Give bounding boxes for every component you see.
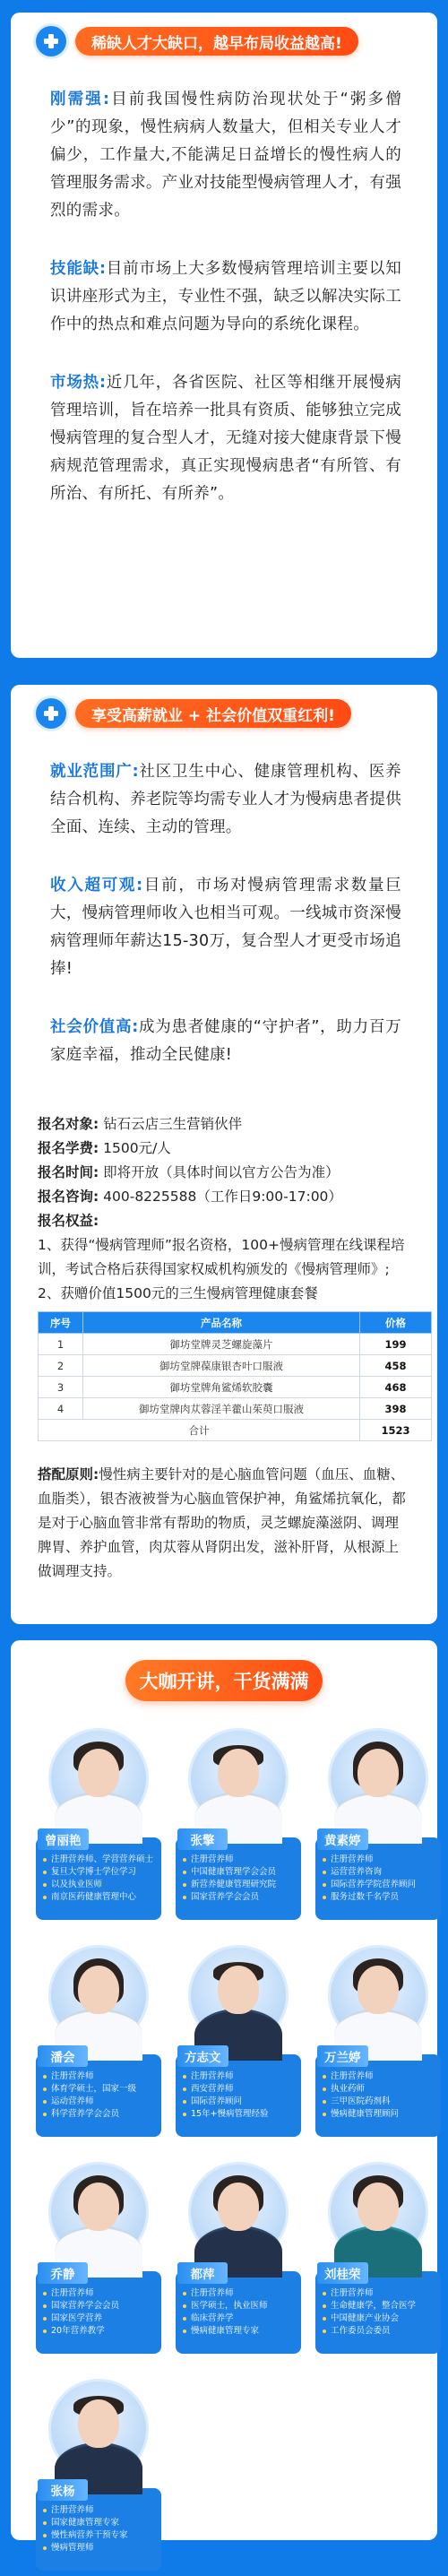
expert-bio: 注册营养师 生命健康学，整合医学 中国健康产业协会 工作委员会委员 <box>315 2271 441 2354</box>
paragraph-skills <box>11 255 437 339</box>
expert-card <box>176 2162 301 2359</box>
paragraph-demand <box>11 86 437 225</box>
expert-name: 都萍 <box>177 2262 228 2284</box>
paragraph-market <box>11 369 437 508</box>
expert-card <box>315 2162 441 2359</box>
expert-card <box>36 1728 161 1925</box>
expert-portrait <box>188 1728 289 1828</box>
expert-name: 潘会 <box>38 2045 88 2067</box>
expert-name: 曾丽艳 <box>38 1828 89 1850</box>
paragraph-text: 近几年，各省医院、社区等相继开展慢病管理培训，旨在培养一批具有资质、能够独立完成慢病管理的复合型人才，无缝对接大健康背景下慢病规范管理需求，真正实现慢病患者“有所管、有所治、有所托、有所养”。 <box>50 374 401 503</box>
cell-price: 458 <box>360 1355 432 1377</box>
expert-bio: 注册营养师 医学硕士，执业医师 临床营养学 慢病健康管理专家 <box>176 2271 301 2354</box>
expert-portrait <box>328 1945 428 2045</box>
table-header-row <box>39 1312 432 1334</box>
benefit-item: 2、获赠价值1500元的三生慢病管理健康套餐 <box>38 1285 318 1301</box>
expert-portrait <box>48 2379 149 2479</box>
paragraph-income <box>11 872 437 983</box>
expert-portrait <box>328 2162 428 2262</box>
section-experts <box>11 1640 437 2553</box>
principle-label: 搭配原则: <box>38 1466 99 1482</box>
table-total-row <box>39 1420 432 1441</box>
cell-product: 御坊堂牌葆康银杏叶口服液 <box>83 1355 360 1377</box>
paragraph-text: 目前，市场对慢病管理需求数量巨大，慢病管理师收入也相当可观。一线城市资深慢病管理师年薪达15-30万，复合型人才更受市场追捧! <box>50 877 401 978</box>
column-header: 价格 <box>360 1312 432 1334</box>
expert-name: 刘桂荣 <box>317 2262 368 2284</box>
package-table <box>38 1311 432 1441</box>
expert-bio: 注册营养师 运营营养咨询 国际营养学院营养顾问 服务过数千名学员 <box>315 1837 441 1920</box>
cell-index: 3 <box>39 1377 83 1398</box>
expert-card <box>176 1945 301 2142</box>
paragraph-text: 社区卫生中心、健康管理机构、医养结合机构、养老院等均需专业人才为慢病患者提供全面、连续、主动的管理。 <box>50 763 401 836</box>
paragraph-text: 成为患者健康的“守护者”，助力百万家庭幸福，推动全民健康! <box>50 1018 401 1064</box>
expert-bio: 注册营养师 执业药师 三甲医院药剂科 慢病健康管理顾问 <box>315 2054 441 2137</box>
info-contact: 报名咨询: 400-8225588（工作日9:00-17:00） <box>38 1189 342 1205</box>
table-row <box>39 1355 432 1377</box>
expert-bio: 注册营养师 国家营养学会会员 国家医学营养 20年营养教学 <box>36 2271 161 2354</box>
expert-card <box>36 2379 161 2576</box>
cell-price: 398 <box>360 1398 432 1420</box>
keyword: 刚需强: <box>50 91 110 108</box>
info-target: 报名对象: 钻石云店三生营销伙伴 <box>38 1116 243 1132</box>
paragraph-social-value <box>11 1014 437 1069</box>
expert-bio: 注册营养师 国家健康管理专家 慢性病营养干预专家 慢病管理师 <box>36 2488 161 2571</box>
table-row <box>39 1334 432 1355</box>
expert-card <box>36 2162 161 2359</box>
experts-title: 大咖开讲，干货满满 <box>125 1660 323 1701</box>
expert-card <box>315 1728 441 1925</box>
expert-card <box>176 1728 301 1925</box>
expert-bio: 注册营养师、学营营养硕士 复旦大学博士学位学习 以及执业医师 南京医药健康管理中心 <box>36 1837 161 1920</box>
expert-name: 黄素婷 <box>317 1828 368 1850</box>
keyword: 社会价值高: <box>50 1018 139 1036</box>
expert-portrait <box>188 2162 289 2262</box>
cell-product: 御坊堂牌角鲨烯软胶囊 <box>83 1377 360 1398</box>
expert-bio: 注册营养师 体育学硕士，国家一级 运动营养师 科学营养学会会员 <box>36 2054 161 2137</box>
cell-product: 御坊堂牌肉苁蓉淫羊藿山茱萸口服液 <box>83 1398 360 1420</box>
keyword: 就业范围广: <box>50 763 139 781</box>
expert-portrait <box>188 1945 289 2045</box>
expert-name: 张杨 <box>38 2479 88 2501</box>
table-row <box>39 1377 432 1398</box>
section-title: 享受高薪就业 + 社会价值双重红利! <box>75 699 351 728</box>
paragraph-text: 目前市场上大多数慢病管理培训主要以知识讲座形式为主，专业性不强，缺乏以解决实际工作中的热点和难点问题为导向的系统化课程。 <box>50 260 401 333</box>
section-banner <box>11 685 437 742</box>
cell-index: 1 <box>39 1334 83 1355</box>
cell-index: 4 <box>39 1398 83 1420</box>
section-talent-gap <box>11 13 437 658</box>
total-value: 1523 <box>360 1420 432 1441</box>
medical-cross-icon <box>36 698 66 729</box>
expert-bio: 注册营养师 西安营养师 国际营养顾问 15年+慢病管理经验 <box>176 2054 301 2137</box>
paragraph-scope <box>11 758 437 842</box>
pairing-principle <box>11 1463 437 1584</box>
section-employment <box>11 685 437 1624</box>
expert-portrait <box>328 1728 428 1828</box>
medical-cross-icon <box>36 26 66 56</box>
expert-name: 张擎 <box>177 1828 228 1850</box>
expert-portrait <box>48 1728 149 1828</box>
expert-name: 乔静 <box>38 2262 88 2284</box>
total-label: 合计 <box>39 1420 360 1441</box>
section-title: 稀缺人才大缺口，越早布局收益越高! <box>75 27 358 56</box>
expert-bio: 注册营养师 中国健康管理学会会员 新营养健康管理研究院 国家营养学会会员 <box>176 1837 301 1920</box>
column-header: 产品名称 <box>83 1312 360 1334</box>
keyword: 技能缺: <box>50 260 107 278</box>
column-header: 序号 <box>39 1312 83 1334</box>
keyword: 市场热: <box>50 374 107 392</box>
expert-card <box>36 1945 161 2142</box>
info-time: 报名时间: 即将开放（具体时间以官方公告为准） <box>38 1164 340 1180</box>
paragraph-text: 目前我国慢性病防治现状处于“粥多僧少”的现象，慢性病病人数量大，但相关专业人才偏少，工作量大,不能满足日益增长的慢性病人的管理服务需求。产业对技能型慢病管理人才，有强烈的需求。 <box>50 91 402 220</box>
info-benefits-label: 报名权益: <box>38 1213 99 1229</box>
expert-portrait <box>48 1945 149 2045</box>
experts-grid <box>11 1728 437 2576</box>
principle-text: 慢性病主要针对的是心脑血管问题（血压、血糖、血脂类），银杏液被誉为心脑血管保护神，角鲨烯抗氧化，都是对于心脑血管非常有帮助的物质，灵芝螺旋藻滋阴、调理脾胃、养护血管，肉苁蓉从肾阴出发，滋补肝肾，从根源上做调理支持。 <box>38 1466 406 1579</box>
expert-name: 方志文 <box>177 2045 228 2067</box>
benefit-item: 1、获得“慢病管理师”报名资格，100+慢病管理在线课程培训，考试合格后获得国家权威机构颁发的《慢病管理师》; <box>38 1237 405 1277</box>
cell-product: 御坊堂牌灵芝螺旋藻片 <box>83 1334 360 1355</box>
expert-name: 万兰婷 <box>317 2045 368 2067</box>
cell-index: 2 <box>39 1355 83 1377</box>
table-row <box>39 1398 432 1420</box>
info-fee: 报名学费: 1500元/人 <box>38 1140 171 1156</box>
registration-info <box>11 1112 437 1306</box>
cell-price: 468 <box>360 1377 432 1398</box>
expert-card <box>315 1945 441 2142</box>
cell-price: 199 <box>360 1334 432 1355</box>
keyword: 收入超可观: <box>50 877 143 895</box>
expert-portrait <box>48 2162 149 2262</box>
section-banner <box>11 13 437 70</box>
